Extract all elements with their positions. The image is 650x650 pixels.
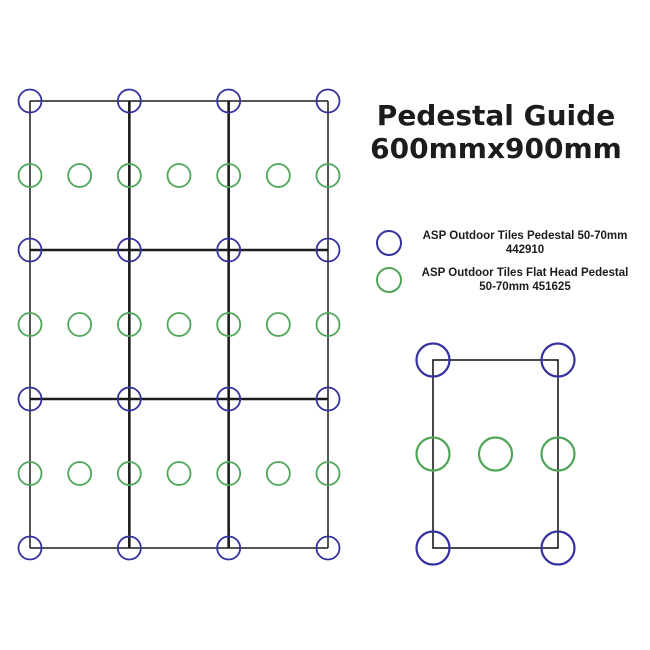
legend-item-flat-head-pedestal: [376, 266, 640, 294]
legend-label-pedestal-line1: ASP Outdoor Tiles Pedestal 50-70mm: [422, 230, 628, 242]
legend-label-pedestal-line2: 442910: [505, 244, 545, 256]
page-title: [351, 99, 641, 165]
pedestal-circle-icon: [376, 230, 402, 256]
page-title-line2: 600mmx900mm: [370, 132, 622, 165]
flat-head-pedestal-circle-icon: [376, 267, 402, 293]
legend-label-flat-head-line1: ASP Outdoor Tiles Flat Head Pedestal: [421, 267, 629, 279]
page-title-line1: Pedestal Guide: [376, 99, 616, 132]
legend: [376, 229, 640, 294]
single-tile-outline: [433, 360, 558, 548]
legend-label-flat-head-line2: 50-70mm 451625: [479, 281, 571, 293]
flat-head-pedestal-marker: [68, 164, 91, 187]
flat-head-pedestal-marker: [168, 164, 191, 187]
legend-item-pedestal: [376, 229, 640, 257]
flat-head-pedestal-marker: [267, 313, 290, 336]
flat-head-pedestal-marker: [267, 462, 290, 485]
legend-label-pedestal: [410, 229, 640, 257]
flat-head-pedestal-marker: [168, 462, 191, 485]
flat-head-pedestal-marker: [479, 438, 512, 471]
flat-head-pedestal-marker: [68, 462, 91, 485]
flat-head-pedestal-marker: [168, 313, 191, 336]
flat-head-pedestal-marker: [68, 313, 91, 336]
flat-head-pedestal-marker: [267, 164, 290, 187]
legend-label-flat-head-pedestal: [410, 266, 640, 294]
